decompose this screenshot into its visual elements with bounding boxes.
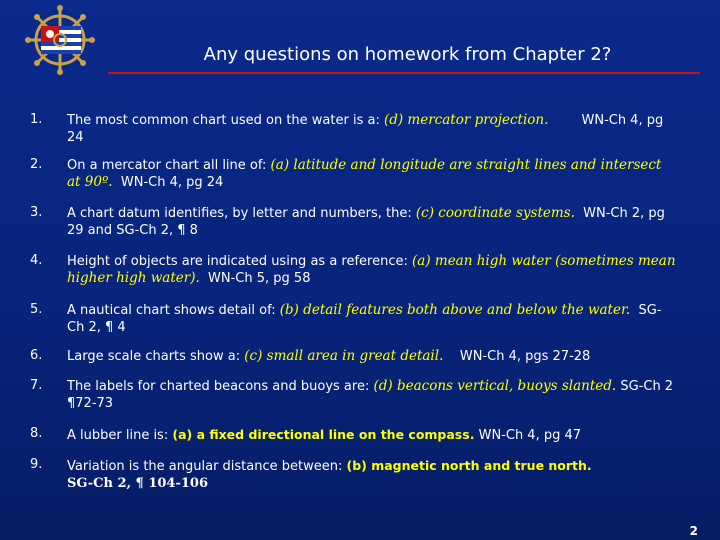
- item-number: 2.: [30, 157, 43, 172]
- item-number: 8.: [30, 426, 43, 441]
- question-text: Variation is the angular distance between:: [67, 459, 347, 474]
- reference-text: WN-Ch 4, pg 24: [67, 113, 664, 145]
- answer-text: (a) mean high water (sometimes mean higher high water).: [67, 253, 676, 286]
- question-text: A nautical chart shows detail of:: [67, 303, 280, 318]
- reference-text: SG-Ch 2 ¶72-73: [67, 379, 674, 411]
- reference-text: WN-Ch 4, pgs 27-28: [459, 349, 591, 364]
- question-text: On a mercator chart all line of:: [67, 158, 271, 173]
- slide-number: 2: [689, 524, 698, 538]
- reference-text: WN-Ch 4, pg 47: [478, 428, 582, 443]
- answer-text: (c) small area in great detail.: [244, 348, 444, 364]
- slide-title: Any questions on homework from Chapter 2?: [203, 44, 612, 65]
- item-text: [67, 348, 677, 365]
- item-text: [67, 157, 677, 191]
- reference-text: WN-Ch 4, pg 24: [120, 175, 224, 190]
- item-text: [67, 378, 677, 412]
- question-text: The labels for charted beacons and buoys are:: [67, 379, 374, 394]
- item-number: 1.: [30, 112, 43, 127]
- question-text: The most common chart used on the water is a:: [67, 113, 384, 128]
- item-text: [67, 205, 677, 239]
- item-number: 3.: [30, 205, 43, 220]
- reference-text: SG-Ch 2, ¶ 4: [67, 303, 662, 335]
- answer-text: (d) mercator projection.: [383, 112, 549, 128]
- item-text: [67, 253, 677, 287]
- answer-text: (a) latitude and longitude are straight lines and intersect at 90º.: [67, 157, 662, 190]
- item-text: [67, 426, 677, 444]
- question-text: Height of objects are indicated using as a reference:: [67, 254, 413, 269]
- question-text: Large scale charts show a:: [67, 349, 245, 364]
- item-number: 9.: [30, 457, 43, 472]
- question-text: A chart datum identifies, by letter and numbers, the:: [67, 206, 416, 221]
- item-number: 6.: [30, 348, 43, 363]
- reference-text: SG-Ch 2, ¶ 104-106: [67, 476, 209, 491]
- reference-text: WN-Ch 5, pg 58: [208, 271, 311, 286]
- item-number: 4.: [30, 253, 43, 268]
- item-text: [67, 112, 677, 146]
- item-text: [67, 302, 677, 336]
- reference-text: WN-Ch 2, pg 29 and SG-Ch 2, ¶ 8: [67, 206, 665, 238]
- answer-text: (d) beacons vertical, buoys slanted.: [373, 378, 617, 394]
- answer-text: (b) magnetic north and true north.: [346, 458, 592, 473]
- answer-text: (c) coordinate systems.: [415, 205, 575, 221]
- answer-text: (a) a fixed directional line on the compass.: [172, 427, 475, 442]
- item-text: [67, 457, 677, 492]
- answer-text: (b) detail features both above and below the water.: [279, 302, 631, 318]
- item-number: 5.: [30, 302, 43, 317]
- question-text: A lubber line is:: [67, 428, 173, 443]
- item-number: 7.: [30, 378, 43, 393]
